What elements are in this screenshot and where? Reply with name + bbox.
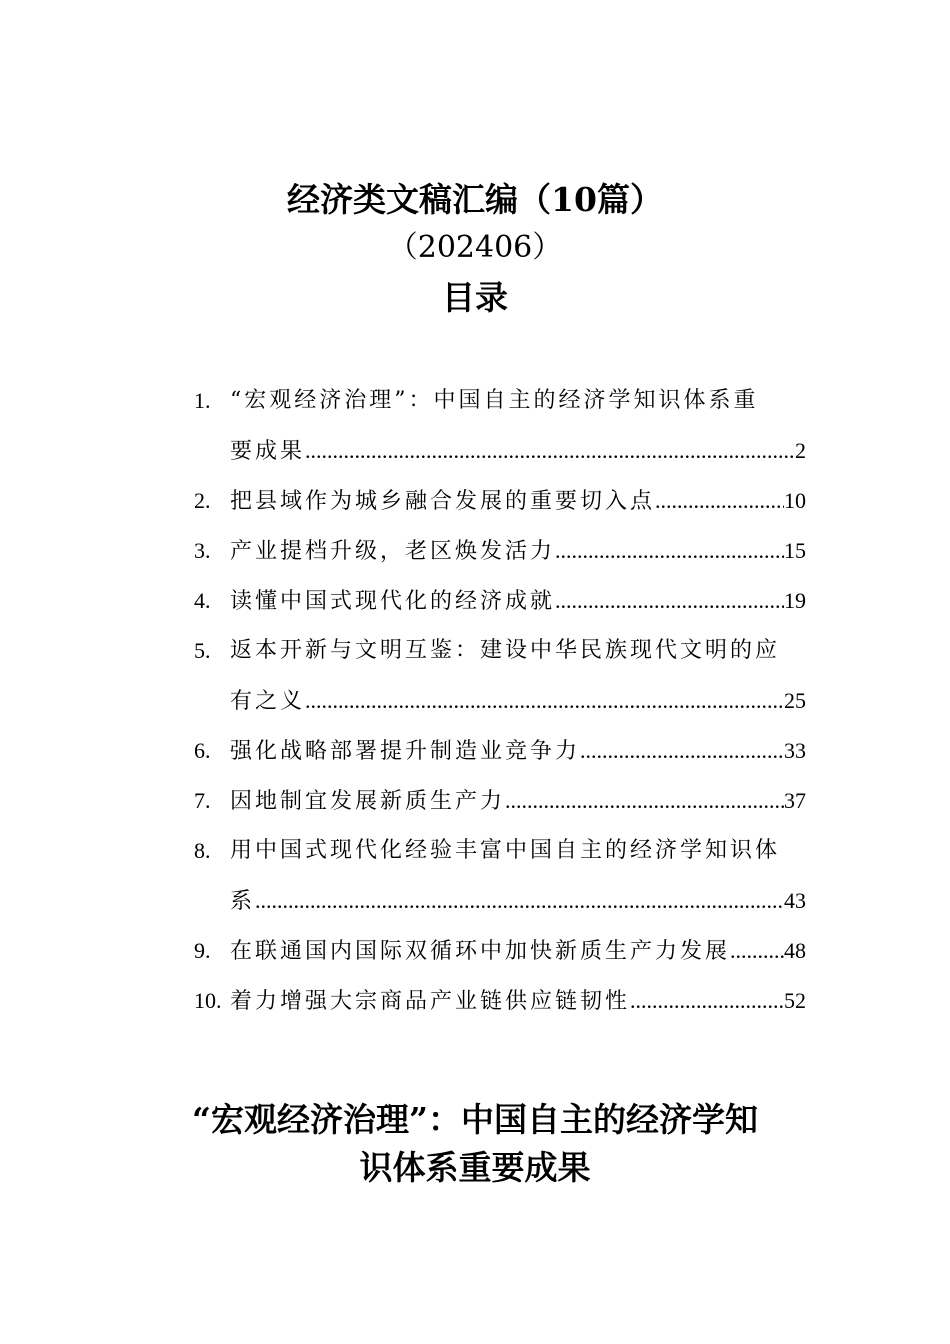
toc-entry-8[interactable] [194,826,806,876]
toc-dot-leader [505,776,784,826]
toc-heading: 目录 [442,278,508,317]
toc-dot-leader [630,976,784,1026]
toc-page-number: 33 [784,738,806,763]
toc-dot-leader [305,426,795,476]
section-title: “宏观经济治理”：中国自主的经济学知 [192,1100,758,1139]
toc-entry-3[interactable] [194,526,806,576]
toc-leader [230,526,806,577]
toc-entry-9[interactable] [194,926,806,976]
toc-page-number: 2 [795,438,806,463]
toc-entry-number: 1. [194,388,211,413]
toc-leader [230,726,806,777]
toc-entry-title: 产业提档升级，老区焕发活力 [230,539,556,564]
toc-entry-number: 3. [194,538,211,563]
document-date: （202406） [387,230,563,265]
toc-entry-number: 5. [194,638,211,663]
toc-entry-title-cont: 系 [230,889,256,914]
toc-entry-1[interactable] [194,376,806,426]
toc-entry-title: 着力增强大宗商品产业链供应链韧性 [230,989,631,1014]
toc-entry-2[interactable] [194,476,806,526]
toc-entry-10[interactable] [194,976,806,1026]
toc-entry-8-continued[interactable] [194,876,806,926]
toc-leader [230,576,806,627]
toc-entry-5-continued[interactable] [194,676,806,726]
toc-entry-number: 7. [194,788,211,813]
table-of-contents [194,376,806,1026]
toc-entry-title: 把县域作为城乡融合发展的重要切入点 [230,489,656,514]
toc-entry-title-cont: 要成果 [230,439,306,464]
toc-entry-title: 读懂中国式现代化的经济成就 [230,589,556,614]
toc-entry-6[interactable] [194,726,806,776]
toc-page-number: 10 [784,488,806,513]
toc-entry-5[interactable] [194,626,806,676]
toc-entry-title: 因地制宜发展新质生产力 [230,789,506,814]
section-title-cont: 识体系重要成果 [359,1148,591,1187]
toc-page-number: 25 [784,688,806,713]
toc-leader [230,676,806,727]
toc-leader [230,976,806,1027]
toc-dot-leader [555,526,784,576]
toc-entry-title: 在联通国内国际双循环中加快新质生产力发展 [230,939,731,964]
toc-entry-title: 用中国式现代化经验丰富中国自主的经济学知识体 [230,838,781,863]
toc-entry-number: 9. [194,938,211,963]
toc-dot-leader [255,876,784,926]
toc-dot-leader [305,676,784,726]
toc-leader [230,426,806,477]
toc-entry-title: 返本开新与文明互鉴：建设中华民族现代文明的应 [230,638,781,663]
toc-entry-7[interactable] [194,776,806,826]
toc-entry-4[interactable] [194,576,806,626]
toc-entry-title-cont: 有之义 [230,689,306,714]
toc-entry-number: 8. [194,838,211,863]
toc-page-number: 19 [784,588,806,613]
toc-entry-1-continued[interactable] [194,426,806,476]
document-title: 经济类文稿汇编（10篇） [287,180,663,219]
toc-entry-title: “宏观经济治理”：中国自主的经济学知识体系重 [230,388,759,413]
toc-dot-leader [730,926,784,976]
toc-page-number: 48 [784,938,806,963]
toc-leader [230,876,806,927]
toc-page-number: 52 [784,988,806,1013]
toc-entry-title: 强化战略部署提升制造业竞争力 [230,739,581,764]
toc-leader [230,476,806,527]
toc-dot-leader [580,726,784,776]
toc-dot-leader [655,476,784,526]
toc-page-number: 15 [784,538,806,563]
toc-leader [230,776,806,827]
toc-page-number: 43 [784,888,806,913]
toc-entry-number: 4. [194,588,211,613]
toc-entry-number: 6. [194,738,211,763]
toc-entry-number: 10. [194,988,222,1013]
toc-dot-leader [555,576,784,626]
toc-entry-number: 2. [194,488,211,513]
toc-leader [230,926,806,977]
toc-page-number: 37 [784,788,806,813]
